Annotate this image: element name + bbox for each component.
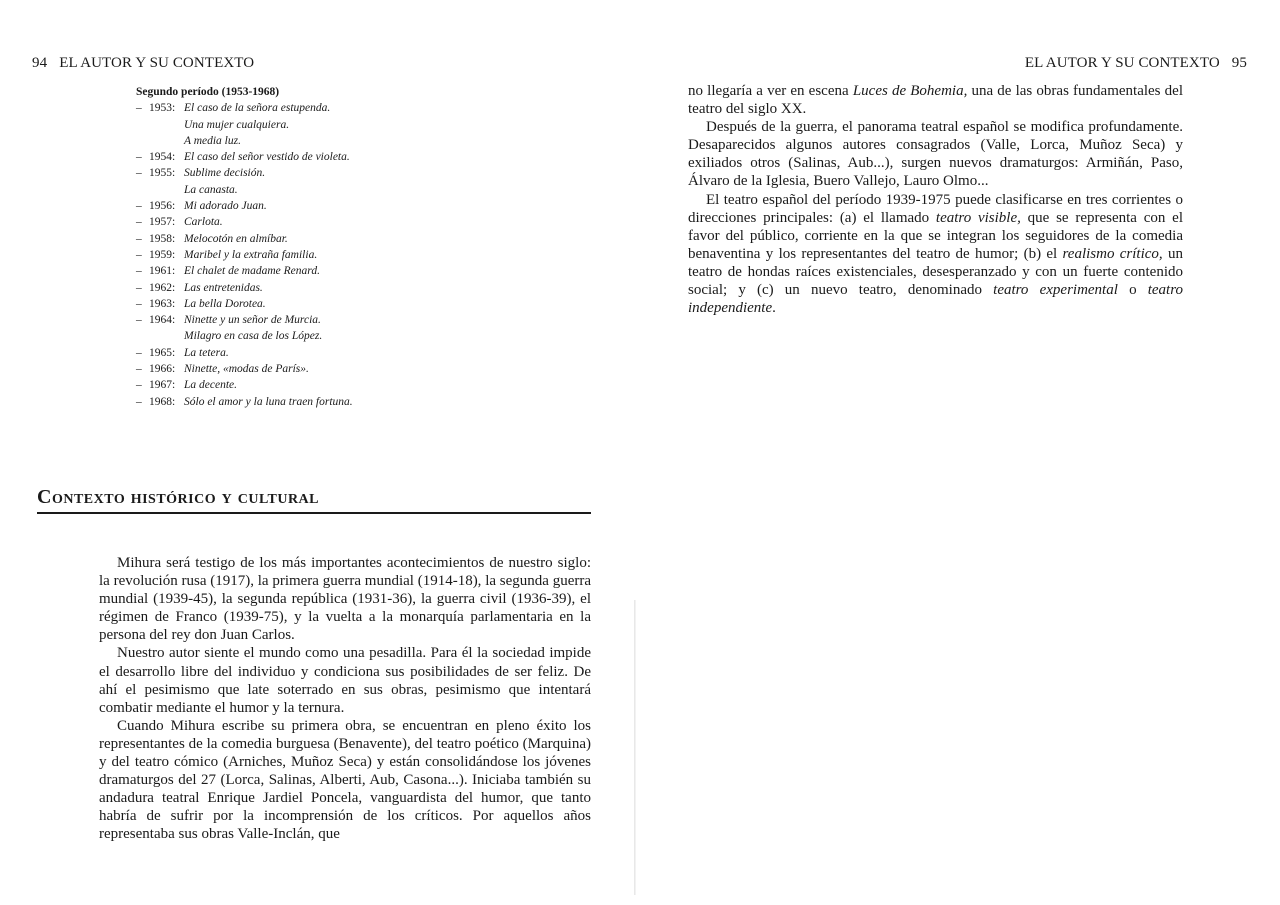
work-title: Maribel y la extraña familia. (184, 248, 318, 261)
title-luces-de-bohemia: Luces de Bohemia, (852, 83, 968, 99)
page-gutter (634, 600, 636, 895)
text-run: . (772, 300, 776, 317)
work-year: 1955: (149, 167, 176, 180)
list-dash: – (136, 151, 142, 164)
term-teatro-visible: teatro visible, (935, 209, 1021, 226)
work-year: 1958: (149, 232, 176, 245)
work-entry (136, 231, 436, 247)
paragraph-2: Nuestro autor siente el mundo como una pesadilla. Para él la sociedad impide el desarrollo libre del individuo y condiciona sus posibilidades de ser feliz. De ahí el pesimismo que late soterrado en sus obras, pesimismo que intentará combatir mediante el humor y la ternura. (99, 645, 591, 716)
paragraph-postwar: Después de la guerra, el panorama teatral español se modifica profundamente. Desaparecidos algunos autores consagrados (Valle, Lorca, Muñoz Seca) y exiliados otros (Salinas, Aub...), surgen nuevos dramaturgos: Armiñán, Paso, Álvaro de la Iglesia, Buero Vallejo, Lauro Olmo... (688, 119, 1183, 190)
list-dash: – (136, 248, 142, 261)
right-page-number: 95 (1231, 55, 1247, 71)
work-entry (136, 165, 436, 198)
list-dash: – (136, 297, 142, 310)
work-year: 1965: (149, 346, 176, 359)
work-year: 1966: (149, 363, 176, 376)
period-title: Segundo período (1953-1968) (136, 86, 280, 98)
work-title: La bella Dorotea. (184, 297, 266, 310)
works-list (136, 100, 436, 410)
right-running-head-title: EL AUTOR Y SU CONTEXTO (1024, 55, 1220, 71)
period-chronology (136, 84, 436, 410)
section-title: Contexto histórico y cultural (37, 486, 320, 508)
work-title: La canasta. (184, 183, 238, 196)
work-title: El caso del señor vestido de violeta. (184, 151, 350, 164)
work-year: 1953: (149, 102, 176, 115)
work-entry (136, 296, 436, 312)
work-entry (136, 198, 436, 214)
list-dash: – (136, 346, 142, 359)
paragraph-currents (688, 191, 1183, 318)
left-running-head-title: EL AUTOR Y SU CONTEXTO (59, 55, 255, 71)
left-body-text (99, 554, 591, 844)
term-teatro-experimental: teatro experimental (993, 282, 1118, 299)
work-entry (136, 247, 436, 263)
work-entry (136, 345, 436, 361)
work-year: 1959: (149, 248, 176, 261)
work-entry (136, 280, 436, 296)
paragraph-3: Cuando Mihura escribe su primera obra, se encuentran en pleno éxito los representantes de la comedia burguesa (Benavente), del teatro poético (Marquina) y del teatro cómico (Arniches, Muñoz Seca) y están consolidándose los jóvenes dramaturgos del 27 (Lorca, Salinas, Alberti, Aub, Casona...). Iniciaba también su andadura teatral Enrique Jardiel Poncela, vanguardista del humor, que tanto habría de sufrir por la incomprensión de los críticos. Por aquellos años representaba sus obras Valle-Inclán, que (99, 717, 591, 843)
paragraph-1: Mihura será testigo de los más importantes acontecimientos de nuestro siglo: la revolución rusa (1917), la primera guerra mundial (1914-18), la segunda guerra mundial (1939-45), la segunda república (1931-36), la guerra civil (1936-39), el régimen de Franco (1939-75), y la vuelta a la monarquía parlamentaria en la persona del rey don Juan Carlos. (99, 555, 591, 644)
right-body-text (688, 82, 1183, 317)
work-title: Carlota. (184, 216, 223, 229)
work-entry (136, 149, 436, 165)
section-header (37, 486, 591, 514)
work-title: La tetera. (184, 346, 229, 359)
list-dash: – (136, 395, 142, 408)
work-year: 1963: (149, 297, 176, 310)
list-dash: – (136, 314, 142, 327)
text-run: que se representa con el favor del público, corriente en la que se integran los seguidores de la comedia benaventina y los representantes del teatro de humor; (b) el (688, 209, 1183, 262)
work-title: Una mujer cualquiera. (184, 118, 290, 131)
right-running-head (1025, 55, 1247, 72)
work-title: Ninette y un señor de Murcia. (184, 314, 321, 327)
work-year: 1961: (149, 265, 176, 278)
work-title: A media luz. (184, 134, 241, 147)
left-running-head (32, 55, 254, 72)
work-title: El caso de la señora estupenda. (184, 102, 331, 115)
list-dash: – (136, 265, 142, 278)
text-run: una de las obras fundamentales del teatro del siglo XX. (688, 83, 1183, 118)
term-realismo-critico: realismo crítico, (1062, 245, 1163, 262)
work-year: 1964: (149, 314, 176, 327)
work-year: 1954: (149, 151, 176, 164)
work-year: 1962: (149, 281, 176, 294)
term-teatro-independiente: teatro independiente (688, 282, 1184, 317)
list-dash: – (136, 363, 142, 376)
work-title: Sublime decisión. (184, 167, 266, 180)
work-year: 1967: (149, 379, 176, 392)
work-entry (136, 263, 436, 279)
text-run: o (1117, 282, 1148, 299)
work-title: Ninette, «modas de París». (184, 363, 309, 376)
list-dash: – (136, 281, 142, 294)
work-title: El chalet de madame Renard. (184, 265, 320, 278)
left-page-number: 94 (32, 55, 48, 71)
list-dash: – (136, 216, 142, 229)
work-year: 1968: (149, 395, 176, 408)
work-entry (136, 100, 436, 149)
work-entry (136, 312, 436, 345)
list-dash: – (136, 167, 142, 180)
list-dash: – (136, 102, 142, 115)
text-run: un teatro de hondas raíces existenciales, desesperanzado y con un fuerte contenido social; y (c) un nuevo teatro, denominado (688, 245, 1183, 299)
work-title: Las entretenidas. (184, 281, 263, 294)
left-page (0, 0, 636, 905)
list-dash: – (136, 232, 142, 245)
work-entry (136, 361, 436, 377)
text-run: El teatro español del período 1939-1975 puede clasificarse en tres corrientes o direcciones principales: (a) el llamado (688, 191, 1183, 226)
work-entry (136, 377, 436, 393)
work-year: 1957: (149, 216, 176, 229)
work-title: Sólo el amor y la luna traen fortuna. (184, 395, 353, 408)
text-run: no llegaría a ver en escena (688, 83, 853, 99)
work-entry (136, 394, 436, 410)
work-entry (136, 214, 436, 230)
work-title: Melocotón en almíbar. (184, 232, 288, 245)
work-title: Mi adorado Juan. (184, 200, 267, 213)
paragraph-continuation (688, 82, 1183, 118)
list-dash: – (136, 379, 142, 392)
work-title: La decente. (184, 379, 238, 392)
work-title: Milagro en casa de los López. (184, 330, 323, 343)
work-year: 1956: (149, 200, 176, 213)
list-dash: – (136, 200, 142, 213)
